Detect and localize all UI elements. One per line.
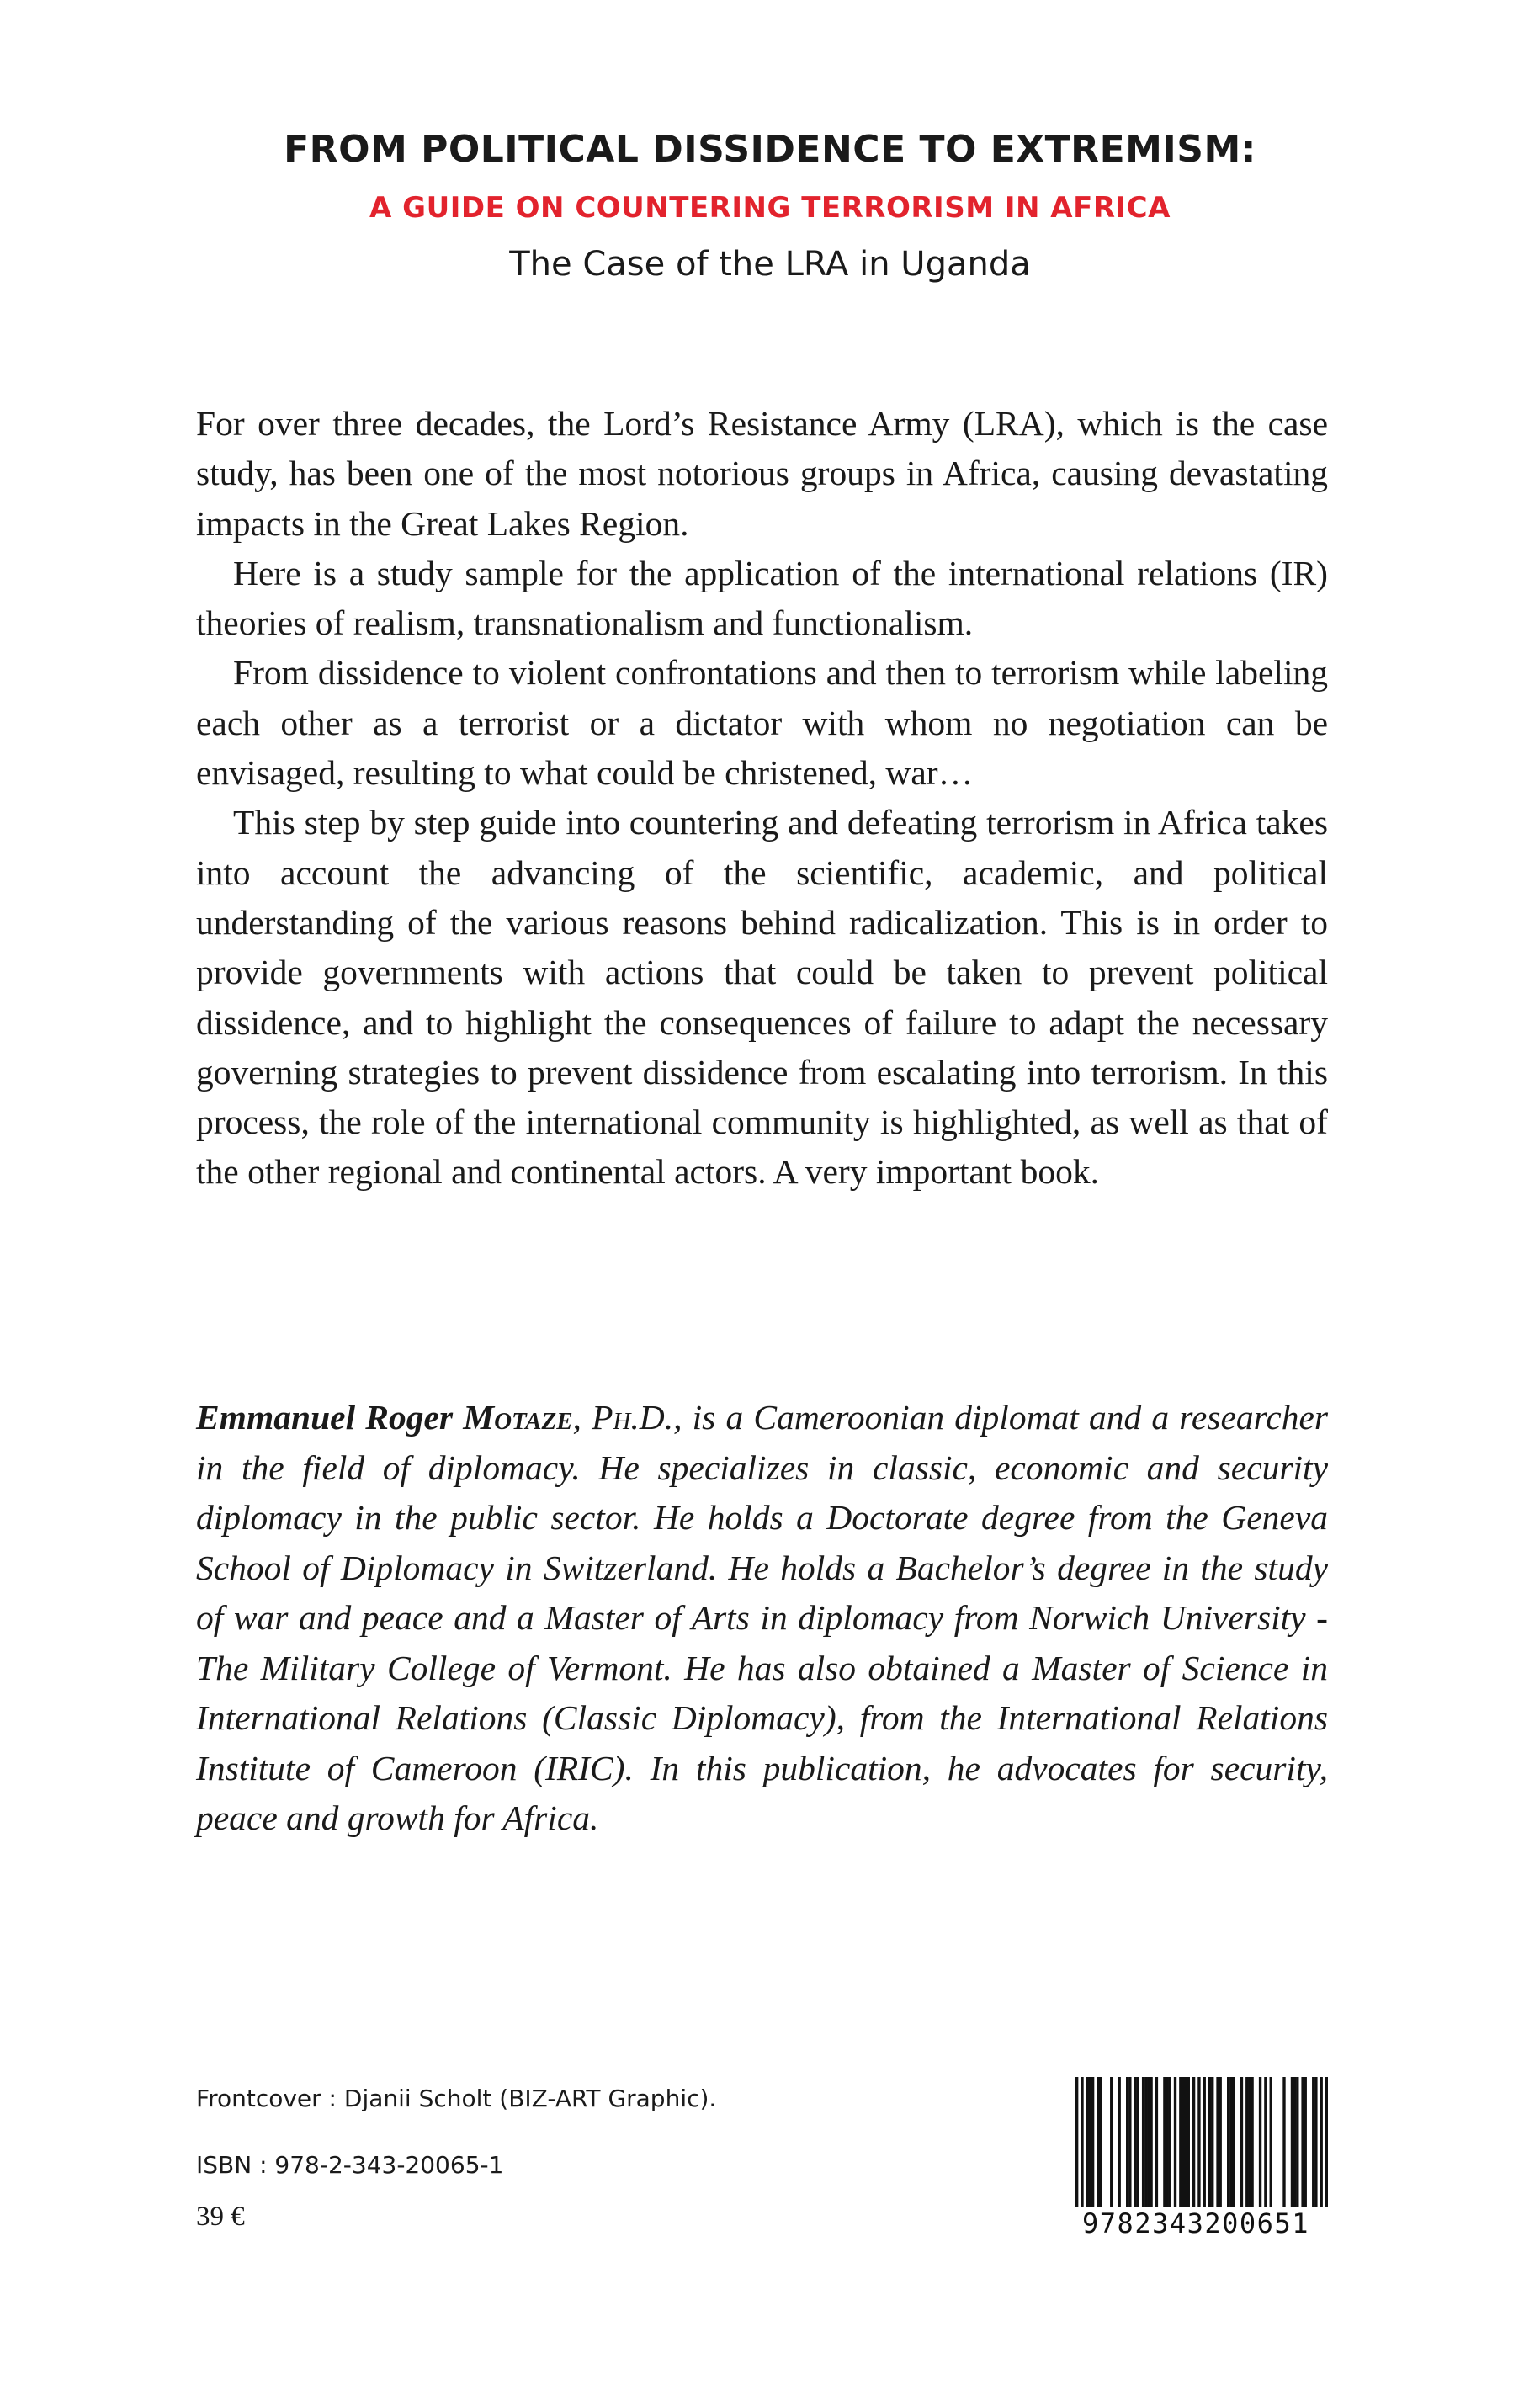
barcode-bar — [1259, 2077, 1261, 2208]
barcode-bar — [1137, 2077, 1139, 2208]
price-label: 39 € — [196, 2202, 245, 2232]
barcode-bar — [1216, 2077, 1219, 2208]
barcode-bar — [1248, 2077, 1251, 2208]
barcode-bar — [1155, 2077, 1158, 2208]
barcode-bar — [1229, 2077, 1232, 2208]
barcode-bar — [1320, 2077, 1323, 2220]
barcode-bar — [1184, 2077, 1187, 2208]
barcode-bar — [1166, 2077, 1168, 2208]
barcode-bar — [1097, 2077, 1099, 2208]
isbn-line: ISBN : 978-2-343-20065-1 — [196, 2151, 504, 2179]
barcode-bar — [1128, 2077, 1131, 2208]
barcode-bar — [1075, 2077, 1078, 2220]
barcode-bar — [1150, 2077, 1152, 2208]
barcode-bar — [1197, 2077, 1200, 2220]
barcode-bar — [1192, 2077, 1195, 2208]
barcode-bar — [1293, 2077, 1296, 2208]
frontcover-credit: Frontcover : Djanii Scholt (BIZ-ART Graphic). — [196, 2085, 717, 2112]
barcode-bar — [1304, 2077, 1307, 2208]
author-bio-comma: , — [572, 1398, 592, 1437]
book-blurb — [196, 399, 1328, 1198]
author-surname: Motaze — [463, 1398, 573, 1437]
barcode-bar — [1142, 2077, 1144, 2208]
barcode-bar — [1325, 2077, 1328, 2220]
barcode-bar — [1169, 2077, 1171, 2208]
barcode-bar — [1081, 2077, 1083, 2220]
barcode-bar — [1099, 2077, 1102, 2208]
barcode-bar — [1227, 2077, 1229, 2208]
author-bio-text: , is a Cameroonian diplomat and a researcher in the field of diplomacy. He specializes in classic, economic and security diplomacy in the public sector. He holds a Doctorate degree from the Geneva School of Diplomacy in Switzerland. He holds a Bachelor’s degree in the study of war and peace and a Master of Arts in diplomacy from Norwich University - The Military College of Vermont. He has also obtained a Master of Science in International Relations (Classic Diplomacy), from the International Relations Institute of Cameroon (IRIC). In this publication, he advocates for security, peace and growth for Africa. — [196, 1398, 1329, 1837]
barcode-bar — [1245, 2077, 1248, 2208]
barcode-bar — [1134, 2077, 1136, 2208]
barcode-bar — [1208, 2077, 1211, 2208]
barcode-bar — [1270, 2077, 1272, 2208]
barcode-bar — [1174, 2077, 1176, 2208]
barcode-bar — [1118, 2077, 1121, 2208]
blurb-paragraph: From dissidence to violent confrontations and then to terrorism while labeling each other as a terrorist or a dictator with whom no negotiation can be envisaged, resulting to what could be christened, war… — [196, 653, 1328, 793]
book-subtitle: A GUIDE ON COUNTERING TERRORISM IN AFRICA — [369, 191, 1171, 225]
barcode-bar — [1301, 2077, 1304, 2208]
blurb-paragraph: Here is a study sample for the application of the international relations (IR) theories of realism, transnationalism and functionalism. — [196, 553, 1328, 643]
barcode-bar — [1251, 2077, 1253, 2208]
barcode-bar — [1211, 2077, 1213, 2208]
barcode-bar — [1291, 2077, 1293, 2208]
barcode-bar — [1163, 2077, 1166, 2208]
barcode-bar — [1219, 2077, 1222, 2208]
cover-header — [0, 125, 1540, 286]
barcode-bar — [1086, 2077, 1089, 2208]
barcode-bar — [1144, 2077, 1147, 2208]
barcode-bar — [1187, 2077, 1190, 2208]
blurb-paragraph: This step by step guide into countering and defeating terrorism in Africa takes into account the advancing of the scientific, academic, and political understanding of the various reasons behind radicalization. This is in order to provide governments with actions that could be taken to prevent political dissidence, and to highlight the consequences of failure to adapt the necessary governing strategies to prevent dissidence from escalating into terrorism. In this process, the role of the international community is highlighted, as well as that of the other regional and continental actors. A very important book. — [196, 803, 1328, 1192]
author-bio — [196, 1393, 1328, 1844]
barcode-bar — [1126, 2077, 1128, 2208]
book-case-line: The Case of the LRA in Uganda — [509, 245, 1031, 284]
author-first-names: Emmanuel Roger — [196, 1398, 464, 1437]
isbn-barcode — [1064, 2077, 1328, 2242]
barcode-bar — [1264, 2077, 1267, 2208]
barcode-bar — [1314, 2077, 1317, 2208]
blurb-paragraph: For over three decades, the Lord’s Resistance Army (LRA), which is the case study, has been one of the most notorious groups in Africa, causing devastating impacts in the Great Lakes Region. — [196, 404, 1328, 543]
barcode-bar — [1147, 2077, 1150, 2208]
barcode-bar — [1091, 2077, 1094, 2208]
barcode-digits: 9782343200651 — [1064, 2207, 1328, 2240]
book-title: FROM POLITICAL DISSIDENCE TO EXTREMISM: — [284, 128, 1256, 171]
barcode-bar — [1203, 2077, 1206, 2220]
barcode-bar — [1282, 2077, 1285, 2208]
barcode-bar — [1089, 2077, 1091, 2208]
barcode-bar — [1110, 2077, 1113, 2208]
barcode-bar — [1179, 2077, 1182, 2208]
author-degree: Ph.D. — [592, 1398, 674, 1437]
barcode-bar — [1312, 2077, 1314, 2208]
barcode-bar — [1296, 2077, 1298, 2208]
author-name — [196, 1398, 573, 1437]
barcode-bar — [1240, 2077, 1243, 2208]
barcode-bar — [1182, 2077, 1184, 2208]
barcode-bar — [1232, 2077, 1235, 2208]
